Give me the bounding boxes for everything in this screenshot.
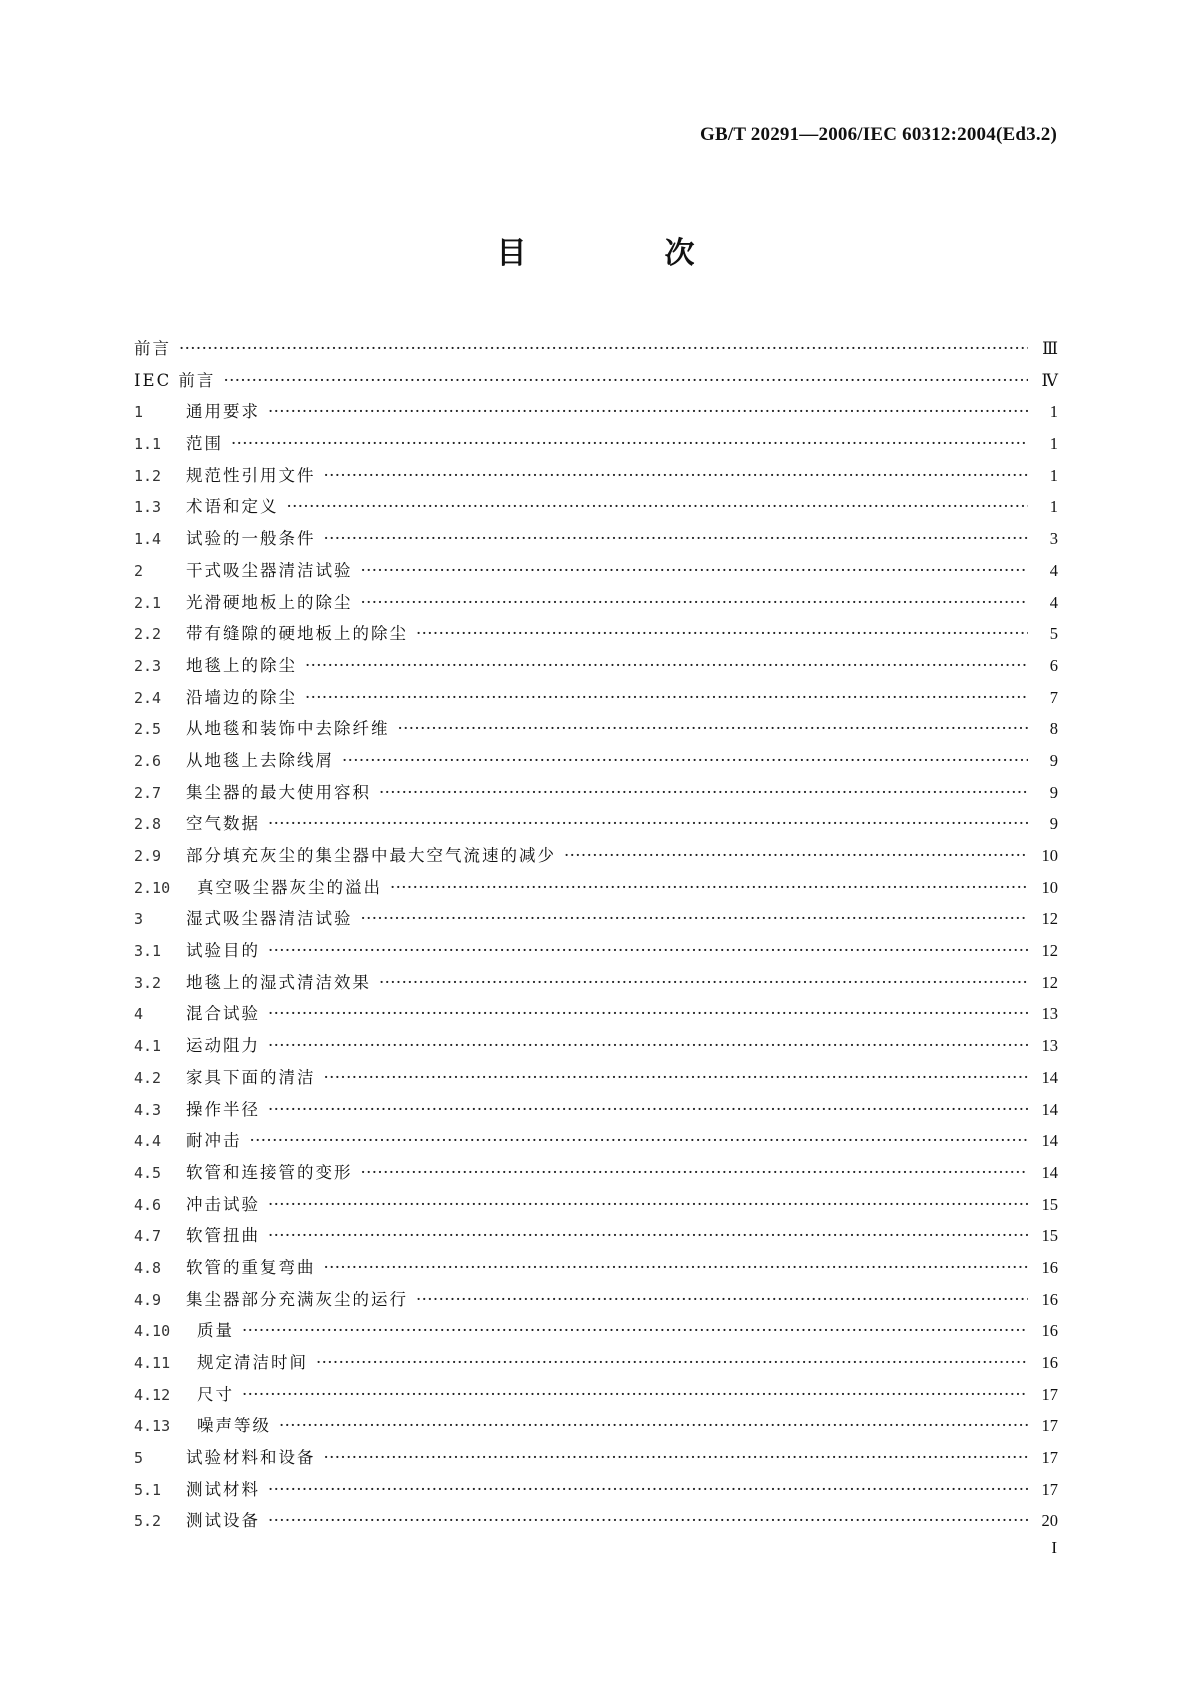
toc-entry-page: 10 — [1041, 846, 1058, 865]
toc-entry-label: 从地毯上去除线屑 — [186, 750, 334, 770]
toc-dot-leader — [361, 903, 1029, 935]
toc-entry-number: 3.2 — [134, 973, 162, 992]
toc-entry-label: 通用要求 — [186, 402, 260, 422]
toc-entry-label: 操作半径 — [186, 1099, 260, 1119]
toc-entry-label: 集尘器部分充满灰尘的运行 — [186, 1289, 408, 1309]
toc-entry-page: 1 — [1049, 434, 1058, 454]
toc-entry-label: 空气数据 — [186, 814, 260, 834]
toc-entry[interactable] — [134, 935, 1058, 967]
toc-entry-label: 试验的一般条件 — [186, 529, 316, 549]
toc-entry-page: 8 — [1049, 719, 1058, 739]
toc-entry-label: 试验材料和设备 — [186, 1448, 316, 1468]
toc-dot-leader — [324, 523, 1029, 555]
toc-entry-page: 16 — [1041, 1321, 1058, 1341]
toc-entry-page: 1 — [1049, 402, 1058, 422]
toc-dot-leader — [268, 1474, 1028, 1506]
toc-entry-label: 术语和定义 — [186, 497, 279, 517]
toc-entry-number: 1.4 — [134, 530, 162, 549]
toc-entry-number: 5.2 — [134, 1512, 162, 1531]
toc-entry[interactable] — [134, 1315, 1058, 1347]
toc-entry-number: 4.2 — [134, 1068, 162, 1087]
toc-entry-label: 软管扭曲 — [186, 1226, 260, 1246]
toc-entry-page: 1 — [1049, 465, 1058, 485]
toc-entry[interactable] — [134, 460, 1058, 492]
toc-dot-leader — [379, 967, 1028, 999]
toc-dot-leader — [416, 1284, 1028, 1316]
toc-dot-leader — [361, 1157, 1029, 1189]
toc-entry-number: 2.5 — [134, 720, 162, 739]
standard-code-header: GB/T 20291—2006/IEC 60312:2004(Ed3.2) — [700, 124, 1057, 145]
toc-dot-leader — [324, 1062, 1029, 1094]
toc-entry-label: 沿墙边的除尘 — [186, 687, 297, 707]
toc-entry[interactable] — [134, 491, 1058, 523]
toc-entry[interactable] — [134, 396, 1058, 428]
toc-entry-number: 2.9 — [134, 847, 162, 865]
toc-entry[interactable] — [134, 840, 1058, 872]
toc-entry[interactable] — [134, 1442, 1058, 1474]
toc-entry-label: 混合试验 — [186, 1004, 260, 1024]
toc-dot-leader — [268, 935, 1028, 967]
toc-dot-leader — [268, 1094, 1028, 1126]
toc-entry[interactable] — [134, 618, 1058, 650]
toc-entry-number: 4.10 — [134, 1322, 171, 1341]
toc-entry[interactable] — [134, 523, 1058, 555]
toc-entry[interactable] — [134, 1157, 1058, 1189]
toc-entry-page: 4 — [1049, 592, 1058, 612]
toc-entry-page: 17 — [1041, 1416, 1058, 1436]
toc-dot-leader — [268, 1505, 1028, 1537]
toc-entry-label: 前言 — [134, 339, 171, 358]
toc-dot-leader — [361, 555, 1029, 587]
toc-entry-number: 4 — [134, 1005, 144, 1024]
toc-dot-leader — [242, 1379, 1028, 1411]
toc-entry-label: 测试设备 — [186, 1511, 260, 1531]
page-number: I — [1051, 1538, 1057, 1557]
toc-entry-page: 3 — [1049, 529, 1058, 549]
toc-entry-label: 规定清洁时间 — [197, 1353, 308, 1372]
toc-entry[interactable] — [134, 1474, 1058, 1506]
toc-entry-label: 家具下面的清洁 — [186, 1067, 316, 1087]
toc-entry-page: 15 — [1041, 1226, 1058, 1246]
toc-entry-page: 5 — [1049, 624, 1058, 644]
toc-entry-label: 真空吸尘器灰尘的溢出 — [197, 877, 382, 897]
toc-dot-leader — [324, 1252, 1029, 1284]
toc-entry-label: 从地毯和装饰中去除纤维 — [186, 719, 390, 739]
toc-dot-leader — [268, 396, 1028, 428]
toc-entry-page: 6 — [1049, 655, 1058, 675]
toc-entry[interactable] — [134, 1062, 1058, 1094]
toc-entry-page: 15 — [1041, 1194, 1058, 1214]
toc-entry-page: 9 — [1049, 750, 1058, 770]
toc-entry-number: 1.2 — [134, 466, 162, 485]
toc-entry-page: 16 — [1041, 1289, 1058, 1309]
toc-entry-page: 10 — [1041, 877, 1058, 897]
toc-entry[interactable] — [134, 777, 1058, 809]
toc-entry[interactable] — [134, 1379, 1058, 1411]
toc-entry-page: Ⅲ — [1042, 339, 1058, 358]
toc-entry[interactable] — [134, 587, 1058, 619]
toc-entry[interactable] — [134, 1347, 1058, 1379]
toc-entry-label: 集尘器的最大使用容积 — [186, 782, 371, 802]
toc-entry-label: 噪声等级 — [197, 1416, 271, 1436]
toc-entry[interactable] — [134, 1030, 1058, 1062]
toc-dot-leader — [179, 333, 1028, 365]
toc-dot-leader — [279, 1410, 1028, 1442]
toc-dot-leader — [564, 840, 1028, 872]
toc-entry-page: 4 — [1049, 560, 1058, 580]
toc-entry-page: 17 — [1041, 1384, 1058, 1404]
toc-dot-leader — [242, 1315, 1028, 1347]
toc-entry-label: 地毯上的除尘 — [186, 655, 297, 675]
toc-entry[interactable] — [134, 1284, 1058, 1316]
toc-entry[interactable] — [134, 872, 1058, 904]
toc-entry-page: 9 — [1049, 814, 1058, 834]
toc-dot-leader — [305, 650, 1028, 682]
toc-dot-leader — [416, 618, 1028, 650]
toc-entry-label: 地毯上的湿式清洁效果 — [186, 972, 371, 992]
toc-entry[interactable] — [134, 428, 1058, 460]
toc-entry[interactable] — [134, 365, 1058, 397]
toc-entry-label: 干式吸尘器清洁试验 — [186, 560, 353, 580]
toc-entry[interactable] — [134, 998, 1058, 1030]
toc-entry-number: 2.4 — [134, 688, 162, 707]
toc-entry-label: 试验目的 — [186, 941, 260, 961]
toc-entry-label: 耐冲击 — [186, 1131, 242, 1151]
toc-entry-page: 12 — [1041, 941, 1058, 961]
toc-entry-number: 5.1 — [134, 1480, 162, 1499]
toc-entry-page: Ⅳ — [1041, 370, 1058, 390]
toc-entry-number: 3 — [134, 910, 144, 929]
toc-entry-page: 20 — [1041, 1511, 1058, 1531]
toc-entry-page: 17 — [1041, 1479, 1058, 1499]
toc-entry[interactable] — [134, 1252, 1058, 1284]
toc-entry-label: 软管和连接管的变形 — [186, 1162, 353, 1182]
toc-entry-label: 部分填充灰尘的集尘器中最大空气流速的减少 — [186, 846, 556, 865]
toc-dot-leader — [250, 1125, 1029, 1157]
toc-entry-label: 运动阻力 — [186, 1036, 260, 1056]
toc-entry-page: 9 — [1049, 782, 1058, 802]
toc-dot-leader — [223, 365, 1028, 397]
toc-entry-page: 13 — [1041, 1004, 1058, 1024]
toc-entry-number: 2.8 — [134, 815, 162, 834]
table-of-contents — [134, 333, 1058, 1537]
toc-dot-leader — [379, 777, 1028, 809]
toc-entry-page: 14 — [1041, 1131, 1058, 1151]
toc-entry[interactable] — [134, 650, 1058, 682]
toc-entry[interactable] — [134, 1410, 1058, 1442]
toc-entry-label: 带有缝隙的硬地板上的除尘 — [186, 624, 408, 644]
toc-entry-number: 1.1 — [134, 435, 162, 454]
toc-dot-leader — [231, 428, 1028, 460]
toc-entry-label: 规范性引用文件 — [186, 465, 316, 485]
toc-entry-page: 16 — [1041, 1257, 1058, 1277]
toc-entry-number: 5 — [134, 1449, 144, 1468]
toc-entry[interactable] — [134, 967, 1058, 999]
toc-dot-leader — [268, 1220, 1028, 1252]
toc-entry-number: 4.3 — [134, 1100, 162, 1119]
toc-entry[interactable] — [134, 1220, 1058, 1252]
toc-entry-number: 2.7 — [134, 783, 162, 802]
toc-entry[interactable] — [134, 713, 1058, 745]
toc-dot-leader — [268, 1189, 1028, 1221]
toc-entry-label: 范围 — [186, 434, 223, 454]
toc-entry[interactable] — [134, 808, 1058, 840]
toc-entry[interactable] — [134, 1505, 1058, 1537]
toc-dot-leader — [398, 713, 1029, 745]
toc-entry-label: 湿式吸尘器清洁试验 — [186, 909, 353, 929]
toc-entry-number: 2 — [134, 561, 144, 580]
toc-entry-page: 13 — [1041, 1036, 1058, 1056]
toc-entry-number: 4.4 — [134, 1132, 162, 1151]
toc-entry-number: 2.10 — [134, 878, 171, 897]
toc-entry-number: 1.3 — [134, 498, 162, 517]
toc-entry-number: 1 — [134, 403, 144, 422]
toc-dot-leader — [268, 998, 1028, 1030]
toc-dot-leader — [287, 491, 1029, 523]
toc-dot-leader — [361, 587, 1029, 619]
toc-dot-leader — [324, 460, 1029, 492]
toc-entry-label: 测试材料 — [186, 1479, 260, 1499]
toc-entry-label: IEC 前言 — [134, 370, 216, 390]
toc-entry[interactable] — [134, 1094, 1058, 1126]
toc-entry-number: 4.6 — [134, 1195, 162, 1214]
toc-entry-number: 4.13 — [134, 1417, 171, 1436]
toc-dot-leader — [390, 872, 1028, 904]
toc-entry-number: 4.9 — [134, 1290, 162, 1309]
toc-entry-label: 质量 — [197, 1321, 234, 1341]
toc-entry[interactable] — [134, 682, 1058, 714]
toc-entry-number: 2.1 — [134, 593, 162, 612]
toc-entry-page: 16 — [1041, 1353, 1058, 1372]
toc-entry-page: 12 — [1041, 972, 1058, 992]
toc-dot-leader — [324, 1442, 1029, 1474]
toc-entry-label: 光滑硬地板上的除尘 — [186, 592, 353, 612]
toc-entry-label: 冲击试验 — [186, 1194, 260, 1214]
toc-entry-label: 尺寸 — [197, 1384, 234, 1404]
page-title: 目 次 — [496, 236, 749, 271]
toc-entry-number: 4.7 — [134, 1227, 162, 1246]
toc-entry[interactable] — [134, 555, 1058, 587]
toc-dot-leader — [305, 682, 1028, 714]
toc-entry-page: 1 — [1049, 497, 1058, 517]
toc-entry[interactable] — [134, 745, 1058, 777]
toc-entry-page: 7 — [1049, 687, 1058, 707]
toc-dot-leader — [342, 745, 1028, 777]
toc-entry-number: 4.8 — [134, 1258, 162, 1277]
toc-entry-page: 14 — [1041, 1099, 1058, 1119]
toc-entry-number: 2.6 — [134, 751, 162, 770]
toc-entry-number: 4.11 — [134, 1354, 171, 1372]
toc-entry-page: 17 — [1041, 1448, 1058, 1468]
toc-entry[interactable] — [134, 903, 1058, 935]
toc-entry-number: 4.12 — [134, 1385, 171, 1404]
toc-entry[interactable] — [134, 1189, 1058, 1221]
toc-entry-page: 12 — [1041, 909, 1058, 929]
toc-dot-leader — [316, 1347, 1028, 1379]
toc-entry-page: 14 — [1041, 1067, 1058, 1087]
toc-entry-number: 4.1 — [134, 1037, 162, 1056]
toc-entry-number: 3.1 — [134, 942, 162, 961]
toc-entry-number: 2.2 — [134, 625, 162, 644]
toc-entry-label: 软管的重复弯曲 — [186, 1257, 316, 1277]
toc-dot-leader — [268, 1030, 1028, 1062]
toc-entry-number: 4.5 — [134, 1163, 162, 1182]
toc-entry-page: 14 — [1041, 1162, 1058, 1182]
toc-entry[interactable] — [134, 1125, 1058, 1157]
toc-entry-number: 2.3 — [134, 656, 162, 675]
toc-dot-leader — [268, 808, 1028, 840]
toc-entry[interactable] — [134, 333, 1058, 365]
